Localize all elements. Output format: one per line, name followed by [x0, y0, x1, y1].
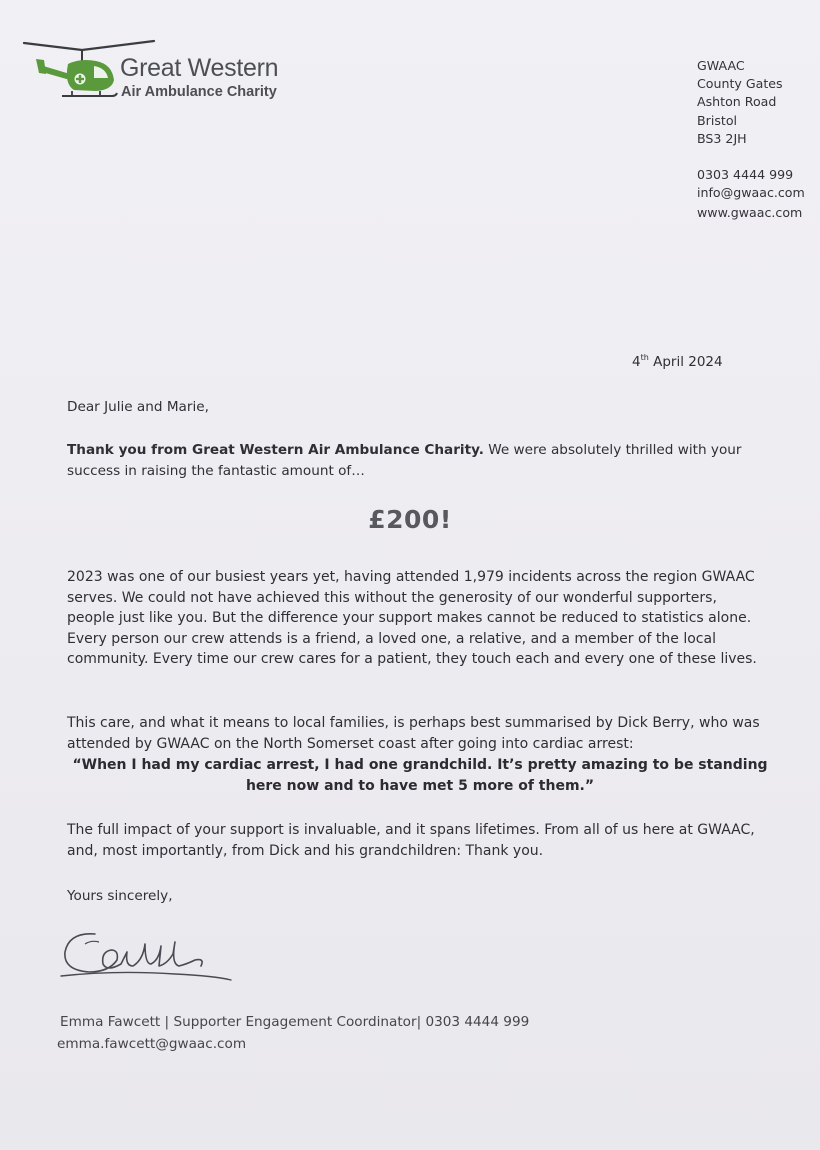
paragraph-1: 2023 was one of our busiest years yet, having attended 1,979 incidents across the region GWAAC serves. We could not have achieved this without the generosity of our wonderful supporters, people just like you. But the difference your support makes cannot be reduced to statistics alone. Every person our crew attends is a friend, a loved one, a relative, and a member of the local community. Every time our crew cares for a patient, they touch each and every one of these lives. [67, 569, 757, 668]
gwaac-logo [22, 34, 312, 114]
salutation: Dear Julie and Marie, [67, 399, 209, 415]
address-line: Bristol [697, 112, 738, 128]
address-line: BS3 2JH [697, 130, 747, 146]
contact-email: info@gwaac.com [697, 185, 805, 201]
signature [55, 920, 245, 990]
phone-number: 0303 4444 999 [697, 167, 794, 183]
address-line: GWAAC [697, 58, 745, 73]
website-url: www.gwaac.com [697, 205, 803, 221]
amount-raised: £200! [368, 505, 452, 534]
sender-address [697, 57, 805, 223]
letter-date: 4th April 2024 [632, 353, 723, 370]
signatory-email: emma.fawcett@gwaac.com [57, 1036, 247, 1052]
address-line: Ashton Road [697, 94, 777, 110]
address-line: County Gates [697, 76, 783, 92]
logo-title: Great Western [120, 54, 279, 82]
thanks-paragraph: Thank you from Great Western Air Ambulance Charity. We were absolutely thrilled with your success in raising the fantastic amount of… [67, 442, 742, 479]
thanks-bold: Thank you from Great Western Air Ambulance Charity. [67, 442, 484, 458]
quote: “When I had my cardiac arrest, I had one grandchild. It’s pretty amazing to be standing here now and to have met 5 more of them.” [72, 757, 768, 794]
paragraph-3: The full impact of your support is invaluable, and it spans lifetimes. From all of us here at GWAAC, and, most importantly, from Dick and his grandchildren: Thank you. [67, 822, 755, 859]
logo-subtitle: Air Ambulance Charity [121, 84, 277, 100]
signatory-details: Emma Fawcett | Supporter Engagement Coordinator| 0303 4444 999 [60, 1014, 530, 1030]
closing: Yours sincerely, [67, 888, 173, 904]
paragraph-2: This care, and what it means to local families, is perhaps best summarised by Dick Berry, who was attended by GWAAC on the North Somerset coast after going into cardiac arrest: [67, 715, 760, 752]
